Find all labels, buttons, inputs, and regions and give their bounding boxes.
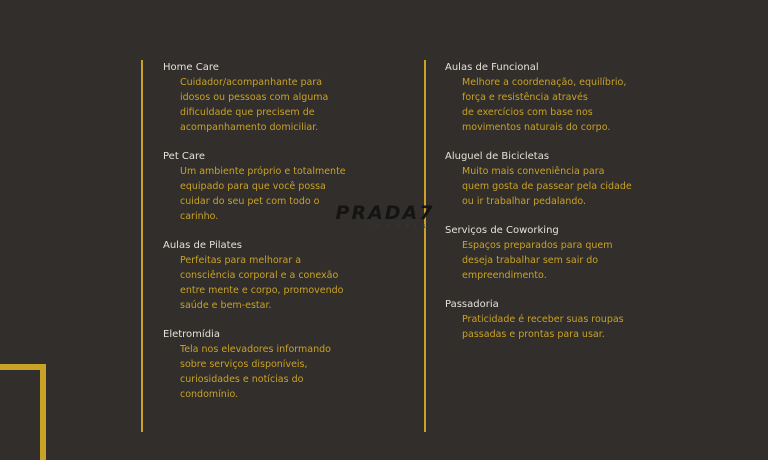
service-item [163, 60, 403, 135]
description-line: saúde e bem-estar. [180, 300, 272, 311]
service-title: Passadoria [445, 299, 499, 310]
description-line: condomínio. [180, 389, 239, 400]
description-line: Um ambiente próprio e totalmente [180, 166, 346, 177]
logo-subtitle: IMÓVEIS [368, 224, 432, 230]
description-line: equipado para que você possa [180, 181, 326, 192]
service-description [445, 75, 685, 135]
service-description [445, 164, 685, 209]
prada7-watermark-logo [312, 203, 458, 233]
description-line: força e resistência através [462, 92, 588, 103]
description-line: cuidar do seu pet com todo o [180, 196, 320, 207]
logo-wordmark: PRADA7 [335, 202, 435, 224]
service-item [445, 297, 685, 342]
left-divider-line [141, 60, 143, 432]
description-line: dificuldade que precisem de [180, 107, 315, 118]
description-line: movimentos naturais do corpo. [462, 122, 611, 133]
service-title: Eletromídia [163, 329, 220, 340]
service-description [163, 253, 403, 313]
description-line: Perfeitas para melhorar a [180, 255, 302, 266]
service-item [445, 149, 685, 209]
description-line: Tela nos elevadores informando [180, 344, 331, 355]
service-item [445, 223, 685, 283]
description-line: entre mente e corpo, promovendo [180, 285, 344, 296]
description-line: Muito mais conveniência para [462, 166, 605, 177]
description-line: acompanhamento domiciliar. [180, 122, 319, 133]
right-services-column [445, 60, 685, 356]
service-title: Aulas de Funcional [445, 62, 539, 73]
service-item [445, 60, 685, 135]
description-line: quem gosta de passear pela cidade [462, 181, 632, 192]
description-line: empreendimento. [462, 270, 547, 281]
service-item [163, 327, 403, 402]
description-line: passadas e prontas para usar. [462, 329, 605, 340]
decorative-corner-frame [0, 364, 46, 460]
service-title: Serviços de Coworking [445, 225, 559, 236]
service-item [163, 238, 403, 313]
description-line: deseja trabalhar sem sair do [462, 255, 599, 266]
service-title: Aluguel de Bicicletas [445, 151, 550, 162]
description-line: curiosidades e notícias do [180, 374, 304, 385]
description-line: Cuidador/acompanhante para [180, 77, 323, 88]
description-line: sobre serviços disponíveis, [180, 359, 308, 370]
right-divider-line [424, 60, 426, 432]
service-description [445, 312, 685, 342]
service-title: Pet Care [163, 151, 206, 162]
description-line: ou ir trabalhar pedalando. [462, 196, 587, 207]
service-title: Home Care [163, 62, 219, 73]
description-line: idosos ou pessoas com alguma [180, 92, 329, 103]
description-line: de exercícios com base nos [462, 107, 593, 118]
service-description [445, 238, 685, 283]
service-title: Aulas de Pilates [163, 240, 242, 251]
description-line: carinho. [180, 211, 219, 222]
service-description [163, 342, 403, 402]
description-line: Praticidade é receber suas roupas [462, 314, 624, 325]
description-line: Melhore a coordenação, equilíbrio, [462, 77, 627, 88]
description-line: Espaços preparados para quem [462, 240, 613, 251]
left-services-column [163, 60, 403, 416]
service-description [163, 75, 403, 135]
description-line: consciência corporal e a conexão [180, 270, 339, 281]
